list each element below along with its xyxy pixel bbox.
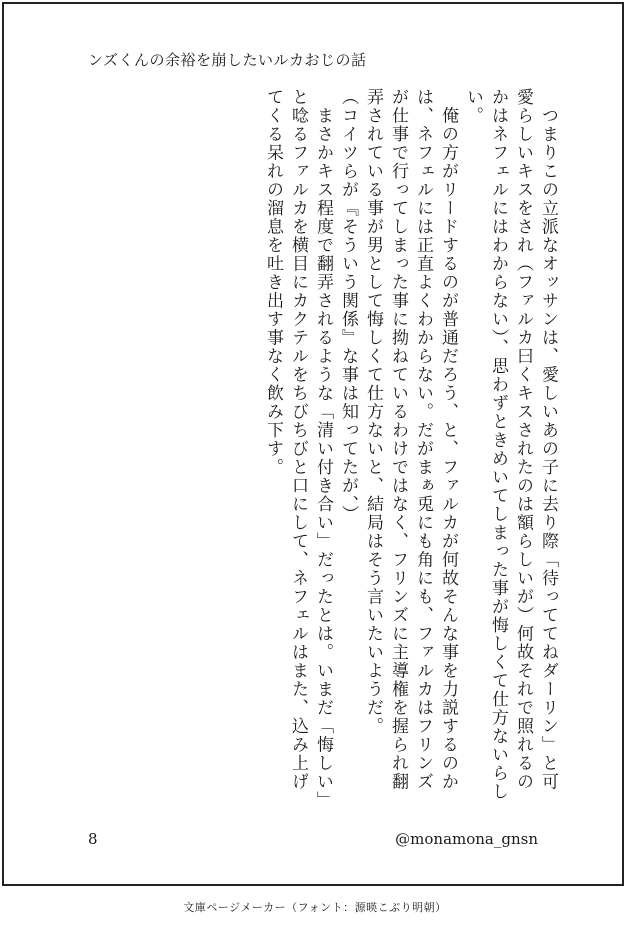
paragraph: （コイツらが『そういう関係』な事は知ってたが、） xyxy=(338,88,358,524)
page-number: 8 xyxy=(88,830,98,848)
paragraph: つまりこの立派なオッサンは、愛しいあの子に去り際「待っててねダーリン」と可愛らしいキスをされ（ファルカ曰くキスされたのは額らしいが）何故それで照れるのかはネフェルにはわからない）、思わずときめいてしまった事が悔しくて仕方ないらしい。 xyxy=(463,88,558,801)
paragraph: 俺の方がリードするのが普通だろう、と、ファルカが何故そんな事を力説するのかは、ネフェルには正直よくわからない。だがまぁ兎にも角にも、ファルカはフリンズが仕事で行ってしまった事に拗ねているわけではなく、フリンズに主導権を握られ翻弄されている事が男として悔しくて仕方ないと、結局はそう言いたいようだ。 xyxy=(363,88,458,791)
book-page xyxy=(2,2,624,886)
author-handle: @monamona_gnsn xyxy=(395,830,538,848)
paragraph: まさかキス程度で翻弄されるような「清い付き合い」だったとは。いまだ「悔しい」と唸るファルカを横目にカクテルをちびちびと口にして、ネフェルはまた、込み上げてくる呆れの溜息を吐き出す事なく飲み下す。 xyxy=(263,88,333,801)
vertical-body-text xyxy=(72,88,560,808)
running-head: ンズくんの余裕を崩したいルカおじの話 xyxy=(88,51,367,69)
generator-caption: 文庫ページメーカー（フォント：源暎こぶり明朝） xyxy=(183,901,447,914)
